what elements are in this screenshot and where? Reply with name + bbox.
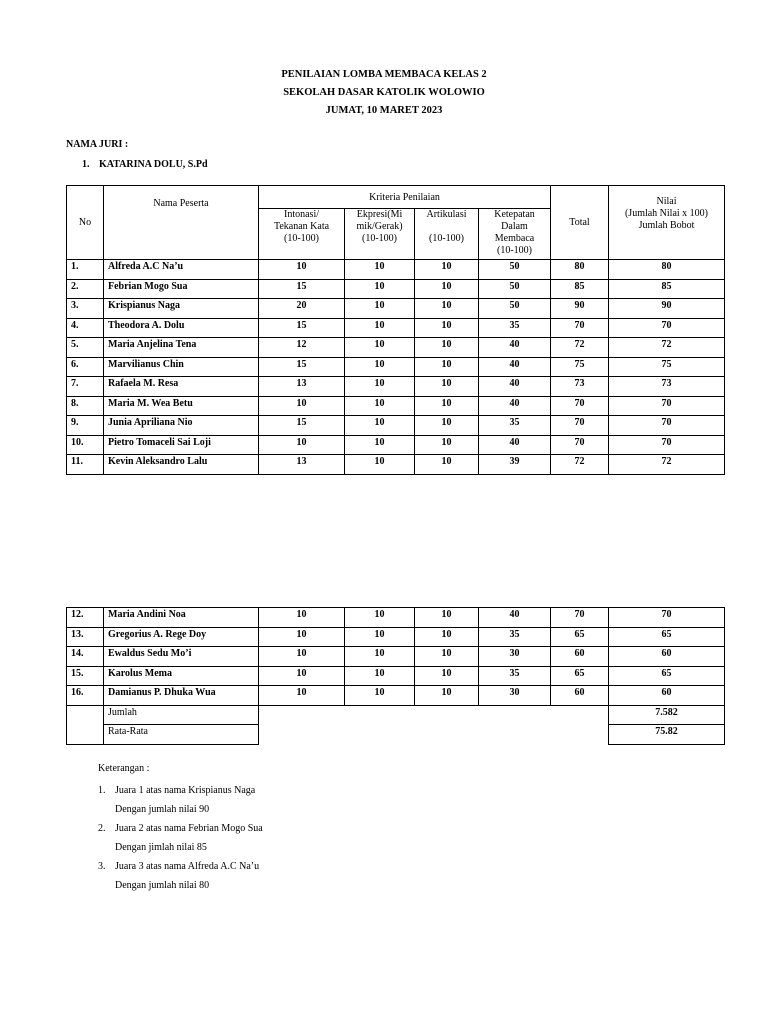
cell-intonasi: 15 xyxy=(259,318,345,338)
score-table-bottom-body xyxy=(67,608,725,706)
table-row xyxy=(67,647,725,667)
cell-intonasi: 10 xyxy=(259,396,345,416)
cell-no: 3. xyxy=(67,299,104,319)
table-row xyxy=(67,416,725,436)
cell-ketepatan: 39 xyxy=(479,455,551,475)
cell-total: 60 xyxy=(551,647,609,667)
cell-ketepatan: 50 xyxy=(479,260,551,280)
cell-total: 60 xyxy=(551,686,609,706)
table-row xyxy=(67,686,725,706)
header-intonasi-line-2: Tekanan Kata xyxy=(273,221,330,232)
cell-no: 16. xyxy=(67,686,104,706)
table-row xyxy=(67,318,725,338)
keterangan-item-2-line-1 xyxy=(98,819,263,838)
cell-total: 75 xyxy=(551,357,609,377)
cell-intonasi: 10 xyxy=(259,435,345,455)
cell-nama: Kevin Aleksandro Lalu xyxy=(104,455,259,475)
cell-ekspresi: 10 xyxy=(345,338,415,358)
table-row xyxy=(67,279,725,299)
header-kriteria-penilaian: Kriteria Penilaian xyxy=(259,186,551,209)
header-ketepatan-line-4: (10-100) xyxy=(497,245,532,256)
cell-intonasi: 10 xyxy=(259,686,345,706)
table-row xyxy=(67,299,725,319)
keterangan-item-3-text: Juara 3 atas nama Alfreda A.C Na’u xyxy=(115,861,260,872)
keterangan-item-3-line-2: Dengan jumlah nilai 80 xyxy=(115,880,210,891)
keterangan-item-1-line-1 xyxy=(98,781,263,800)
cell-no: 4. xyxy=(67,318,104,338)
header-intonasi-line-1: Intonasi/ xyxy=(284,209,319,220)
cell-ekspresi: 10 xyxy=(345,435,415,455)
cell-nama: Theodora A. Dolu xyxy=(104,318,259,338)
cell-no: 14. xyxy=(67,647,104,667)
cell-intonasi: 10 xyxy=(259,608,345,628)
header-intonasi-line-3: (10-100) xyxy=(284,233,319,244)
rata-rata-row xyxy=(67,725,725,745)
document-title-block xyxy=(0,66,768,120)
cell-total: 72 xyxy=(551,455,609,475)
header-nilai-line-3: Jumlah Bobot xyxy=(638,220,695,231)
header-nama-peserta: Nama Peserta xyxy=(104,186,259,260)
cell-artikulasi: 10 xyxy=(415,396,479,416)
header-total: Total xyxy=(551,186,609,260)
cell-artikulasi: 10 xyxy=(415,686,479,706)
cell-artikulasi: 10 xyxy=(415,377,479,397)
cell-intonasi: 15 xyxy=(259,416,345,436)
cell-nilai: 73 xyxy=(609,377,725,397)
cell-total: 65 xyxy=(551,627,609,647)
cell-nilai: 65 xyxy=(609,666,725,686)
cell-nilai: 80 xyxy=(609,260,725,280)
cell-ekspresi: 10 xyxy=(345,608,415,628)
jumlah-label: Jumlah xyxy=(104,705,259,725)
cell-ketepatan: 35 xyxy=(479,666,551,686)
header-artikulasi-line-1: Artikulasi xyxy=(426,209,467,220)
cell-intonasi: 10 xyxy=(259,627,345,647)
cell-total: 70 xyxy=(551,318,609,338)
header-ekspresi xyxy=(345,209,415,260)
cell-intonasi: 12 xyxy=(259,338,345,358)
cell-ekspresi: 10 xyxy=(345,299,415,319)
header-no: No xyxy=(67,186,104,260)
cell-no: 1. xyxy=(67,260,104,280)
cell-ekspresi: 10 xyxy=(345,666,415,686)
cell-ekspresi: 10 xyxy=(345,416,415,436)
cell-nama: Alfreda A.C Na’u xyxy=(104,260,259,280)
cell-ekspresi: 10 xyxy=(345,357,415,377)
cell-no: 8. xyxy=(67,396,104,416)
cell-intonasi: 10 xyxy=(259,666,345,686)
cell-nama: Maria M. Wea Betu xyxy=(104,396,259,416)
summary-rows xyxy=(67,705,725,744)
cell-intonasi: 10 xyxy=(259,260,345,280)
score-table-top-body xyxy=(67,260,725,475)
cell-ekspresi: 10 xyxy=(345,686,415,706)
header-artikulasi-spacer xyxy=(417,221,476,233)
cell-artikulasi: 10 xyxy=(415,416,479,436)
cell-ketepatan: 40 xyxy=(479,608,551,628)
cell-total: 70 xyxy=(551,608,609,628)
table-row xyxy=(67,260,725,280)
cell-no: 2. xyxy=(67,279,104,299)
header-ketepatan xyxy=(479,209,551,260)
cell-no: 10. xyxy=(67,435,104,455)
keterangan-item-1 xyxy=(98,781,263,819)
juri-name: KATARINA DOLU, S.Pd xyxy=(99,159,208,170)
keterangan-item-2-num: 2. xyxy=(98,823,106,834)
cell-nilai: 72 xyxy=(609,338,725,358)
cell-total: 90 xyxy=(551,299,609,319)
title-line-1: PENILAIAN LOMBA MEMBACA KELAS 2 xyxy=(281,69,487,80)
cell-intonasi: 15 xyxy=(259,357,345,377)
table-row xyxy=(67,357,725,377)
cell-nama: Ewaldus Sedu Mo’i xyxy=(104,647,259,667)
cell-nama: Rafaela M. Resa xyxy=(104,377,259,397)
cell-ketepatan: 35 xyxy=(479,627,551,647)
cell-ketepatan: 30 xyxy=(479,647,551,667)
juri-label: NAMA JURI : xyxy=(66,139,129,150)
cell-no: 12. xyxy=(67,608,104,628)
header-ekspresi-line-1: Ekpresi(Mi xyxy=(356,209,403,220)
cell-ekspresi: 10 xyxy=(345,318,415,338)
header-ketepatan-line-3: Membaca xyxy=(494,233,535,244)
cell-ekspresi: 10 xyxy=(345,455,415,475)
header-ekspresi-line-2: mik/Gerak) xyxy=(356,221,403,232)
keterangan-item-1-num: 1. xyxy=(98,785,106,796)
cell-nilai: 90 xyxy=(609,299,725,319)
cell-artikulasi: 10 xyxy=(415,299,479,319)
cell-nama: Gregorius A. Rege Doy xyxy=(104,627,259,647)
title-line-2: SEKOLAH DASAR KATOLIK WOLOWIO xyxy=(283,87,485,98)
header-nilai-line-2: (Jumlah Nilai x 100) xyxy=(624,208,709,219)
cell-ketepatan: 40 xyxy=(479,377,551,397)
keterangan-item-2-text: Juara 2 atas nama Febrian Mogo Sua xyxy=(115,823,263,834)
keterangan-item-2-line-2: Dengan jimlah nilai 85 xyxy=(115,842,207,853)
header-ekspresi-line-3: (10-100) xyxy=(362,233,397,244)
cell-nilai: 70 xyxy=(609,318,725,338)
rata-rata-label: Rata-Rata xyxy=(104,725,259,745)
cell-nilai: 70 xyxy=(609,396,725,416)
cell-total: 85 xyxy=(551,279,609,299)
cell-nilai: 72 xyxy=(609,455,725,475)
header-artikulasi-line-3: (10-100) xyxy=(429,233,464,244)
cell-artikulasi: 10 xyxy=(415,357,479,377)
cell-nilai: 85 xyxy=(609,279,725,299)
cell-no: 15. xyxy=(67,666,104,686)
cell-artikulasi: 10 xyxy=(415,647,479,667)
cell-no: 5. xyxy=(67,338,104,358)
cell-nama: Marvilianus Chin xyxy=(104,357,259,377)
cell-nama: Karolus Mema xyxy=(104,666,259,686)
cell-ketepatan: 40 xyxy=(479,396,551,416)
table-row xyxy=(67,338,725,358)
cell-artikulasi: 10 xyxy=(415,608,479,628)
jumlah-empty-cell xyxy=(259,705,609,725)
cell-ekspresi: 10 xyxy=(345,260,415,280)
rata-rata-empty-cell xyxy=(259,725,609,745)
cell-ketepatan: 40 xyxy=(479,357,551,377)
cell-nilai: 60 xyxy=(609,647,725,667)
cell-ekspresi: 10 xyxy=(345,396,415,416)
cell-ketepatan: 40 xyxy=(479,338,551,358)
table-row xyxy=(67,435,725,455)
cell-total: 80 xyxy=(551,260,609,280)
cell-total: 73 xyxy=(551,377,609,397)
cell-total: 70 xyxy=(551,416,609,436)
cell-ekspresi: 10 xyxy=(345,279,415,299)
cell-nilai: 70 xyxy=(609,416,725,436)
keterangan-item-3-num: 3. xyxy=(98,861,106,872)
cell-artikulasi: 10 xyxy=(415,455,479,475)
cell-ketepatan: 50 xyxy=(479,279,551,299)
cell-artikulasi: 10 xyxy=(415,666,479,686)
keterangan-item-2 xyxy=(98,819,263,857)
score-table-bottom xyxy=(66,607,725,745)
cell-nama: Junia Apriliana Nio xyxy=(104,416,259,436)
cell-ekspresi: 10 xyxy=(345,627,415,647)
cell-intonasi: 20 xyxy=(259,299,345,319)
cell-no: 7. xyxy=(67,377,104,397)
cell-ketepatan: 35 xyxy=(479,318,551,338)
cell-no: 11. xyxy=(67,455,104,475)
cell-ketepatan: 50 xyxy=(479,299,551,319)
header-intonasi xyxy=(259,209,345,260)
cell-intonasi: 13 xyxy=(259,377,345,397)
cell-nilai: 70 xyxy=(609,435,725,455)
keterangan-item-3 xyxy=(98,857,263,895)
table-row xyxy=(67,455,725,475)
cell-ketepatan: 40 xyxy=(479,435,551,455)
rata-rata-value: 75.82 xyxy=(609,725,725,745)
cell-ekspresi: 10 xyxy=(345,377,415,397)
table-row xyxy=(67,377,725,397)
cell-artikulasi: 10 xyxy=(415,260,479,280)
cell-ekspresi: 10 xyxy=(345,647,415,667)
table-row xyxy=(67,608,725,628)
header-ketepatan-line-1: Ketepatan xyxy=(494,209,535,220)
cell-artikulasi: 10 xyxy=(415,435,479,455)
cell-nama: Pietro Tomaceli Sai Loji xyxy=(104,435,259,455)
header-ketepatan-line-2: Dalam xyxy=(501,221,528,232)
score-table-top xyxy=(66,185,725,475)
keterangan-item-1-line-2: Dengan jumlah nilai 90 xyxy=(115,804,210,815)
cell-intonasi: 10 xyxy=(259,647,345,667)
cell-ketepatan: 30 xyxy=(479,686,551,706)
cell-nama: Krispianus Naga xyxy=(104,299,259,319)
jumlah-value: 7.582 xyxy=(609,705,725,725)
cell-nama: Maria Andini Noa xyxy=(104,608,259,628)
header-artikulasi xyxy=(415,209,479,260)
cell-nama: Febrian Mogo Sua xyxy=(104,279,259,299)
table-row xyxy=(67,627,725,647)
header-nilai-line-1: Nilai xyxy=(656,196,677,207)
cell-artikulasi: 10 xyxy=(415,627,479,647)
cell-total: 70 xyxy=(551,435,609,455)
juri-entry xyxy=(82,159,208,170)
cell-nilai: 60 xyxy=(609,686,725,706)
cell-nama: Damianus P. Dhuka Wua xyxy=(104,686,259,706)
header-nilai xyxy=(609,186,725,260)
cell-nilai: 75 xyxy=(609,357,725,377)
table-row xyxy=(67,666,725,686)
keterangan-item-1-text: Juara 1 atas nama Krispianus Naga xyxy=(115,785,256,796)
cell-artikulasi: 10 xyxy=(415,338,479,358)
cell-nilai: 65 xyxy=(609,627,725,647)
title-line-3: JUMAT, 10 MARET 2023 xyxy=(325,105,443,116)
keterangan-title: Keterangan : xyxy=(98,763,150,774)
juri-number: 1. xyxy=(82,159,90,170)
cell-total: 72 xyxy=(551,338,609,358)
keterangan-item-3-line-1 xyxy=(98,857,263,876)
jumlah-row xyxy=(67,705,725,725)
cell-no: 6. xyxy=(67,357,104,377)
cell-nilai: 70 xyxy=(609,608,725,628)
cell-no: 9. xyxy=(67,416,104,436)
keterangan-block xyxy=(98,763,263,895)
table-row xyxy=(67,396,725,416)
cell-no: 13. xyxy=(67,627,104,647)
cell-ketepatan: 35 xyxy=(479,416,551,436)
cell-nama: Maria Anjelina Tena xyxy=(104,338,259,358)
cell-artikulasi: 10 xyxy=(415,318,479,338)
summary-no-cell xyxy=(67,705,104,744)
cell-intonasi: 13 xyxy=(259,455,345,475)
cell-intonasi: 15 xyxy=(259,279,345,299)
cell-total: 70 xyxy=(551,396,609,416)
cell-artikulasi: 10 xyxy=(415,279,479,299)
cell-total: 65 xyxy=(551,666,609,686)
